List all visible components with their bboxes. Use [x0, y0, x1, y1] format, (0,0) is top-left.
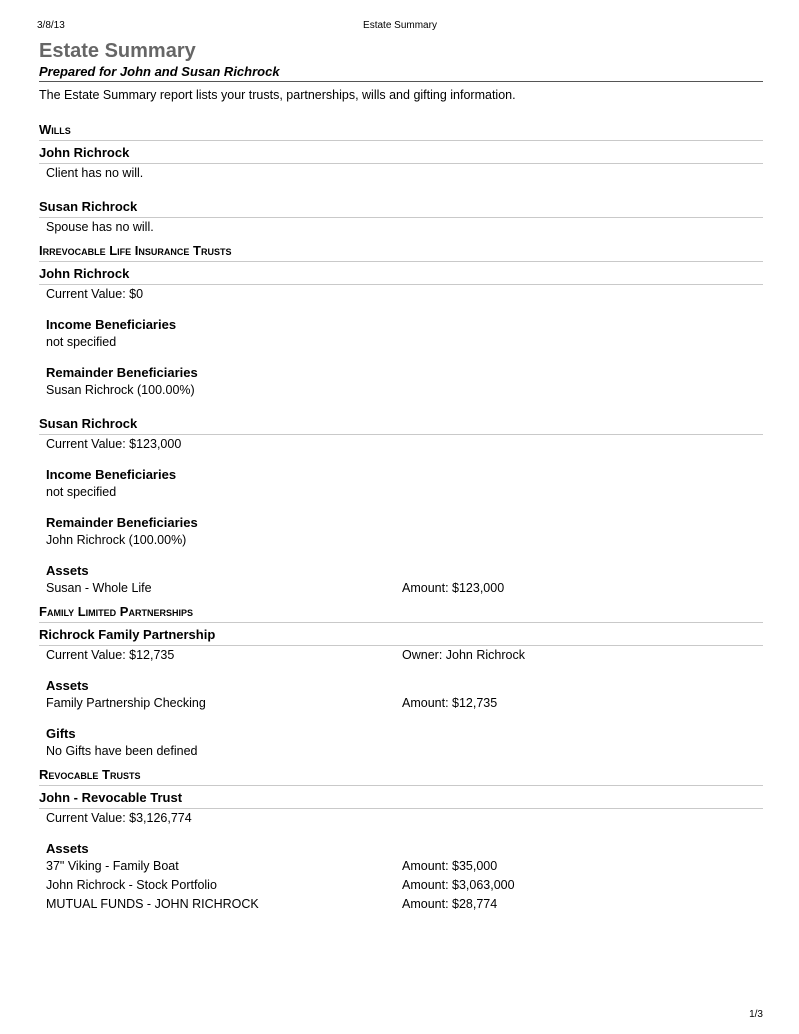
- page-number: 1/3: [749, 1009, 763, 1020]
- asset-row: [39, 694, 763, 713]
- ilit-susan-name: Susan Richrock: [39, 416, 763, 435]
- asset-row: [39, 895, 763, 914]
- section-revocable: Revocable Trusts: [39, 767, 763, 786]
- ilit-susan-current-value: Current Value: $123,000: [46, 437, 182, 451]
- asset-name: Susan - Whole Life: [46, 581, 152, 595]
- section-wills: Wills: [39, 122, 763, 141]
- wills-john-name: John Richrock: [39, 145, 763, 164]
- asset-name: 37" Viking - Family Boat: [46, 859, 179, 873]
- ilit-john-income-value: not specified: [46, 335, 117, 349]
- ilit-susan-income-value: not specified: [46, 485, 117, 499]
- ilit-susan-remainder-value: John Richrock (100.00%): [46, 533, 187, 547]
- flp-gifts-value: No Gifts have been defined: [46, 744, 198, 758]
- ilit-john-name: John Richrock: [39, 266, 763, 285]
- wills-susan-name: Susan Richrock: [39, 199, 763, 218]
- revocable-assets-label: Assets: [46, 841, 89, 856]
- wills-susan-status: Spouse has no will.: [46, 220, 154, 234]
- wills-john-status: Client has no will.: [46, 166, 144, 180]
- flp-owner: Owner: John Richrock: [402, 648, 525, 662]
- header-title: Estate Summary: [363, 20, 437, 31]
- asset-amount: Amount: $12,735: [402, 696, 498, 710]
- asset-name: MUTUAL FUNDS - JOHN RICHROCK: [46, 897, 259, 911]
- page-title: Estate Summary: [39, 40, 196, 62]
- asset-amount: Amount: $3,063,000: [402, 878, 515, 892]
- intro-text: The Estate Summary report lists your trusts, partnerships, wills and gifting information.: [39, 88, 516, 102]
- flp-name: Richrock Family Partnership: [39, 627, 763, 646]
- asset-row: [39, 579, 763, 598]
- prepared-for: Prepared for John and Susan Richrock: [39, 63, 763, 82]
- asset-amount: Amount: $35,000: [402, 859, 498, 873]
- flp-gifts-label: Gifts: [46, 726, 76, 741]
- asset-name: Family Partnership Checking: [46, 696, 206, 710]
- section-flp: Family Limited Partnerships: [39, 604, 763, 623]
- ilit-john-remainder-value: Susan Richrock (100.00%): [46, 383, 195, 397]
- ilit-john-current-value: Current Value: $0: [46, 287, 144, 301]
- report-content: [39, 39, 763, 914]
- asset-row: [39, 857, 763, 876]
- revocable-current-value: Current Value: $3,126,774: [46, 811, 192, 825]
- asset-amount: Amount: $123,000: [402, 581, 505, 595]
- page-header: [37, 20, 763, 34]
- ilit-susan-remainder-label: Remainder Beneficiaries: [46, 515, 198, 530]
- asset-amount: Amount: $28,774: [402, 897, 498, 911]
- asset-name: John Richrock - Stock Portfolio: [46, 878, 217, 892]
- revocable-name: John - Revocable Trust: [39, 790, 763, 809]
- flp-assets-label: Assets: [46, 678, 89, 693]
- ilit-john-income-label: Income Beneficiaries: [46, 317, 177, 332]
- print-date: 3/8/13: [37, 20, 65, 31]
- ilit-john-remainder-label: Remainder Beneficiaries: [46, 365, 198, 380]
- flp-current-value: Current Value: $12,735: [46, 648, 175, 662]
- ilit-susan-income-label: Income Beneficiaries: [46, 467, 177, 482]
- asset-row: [39, 876, 763, 895]
- ilit-susan-assets-label: Assets: [46, 563, 89, 578]
- section-ilit: Irrevocable Life Insurance Trusts: [39, 243, 763, 262]
- flp-value-row: [39, 646, 763, 665]
